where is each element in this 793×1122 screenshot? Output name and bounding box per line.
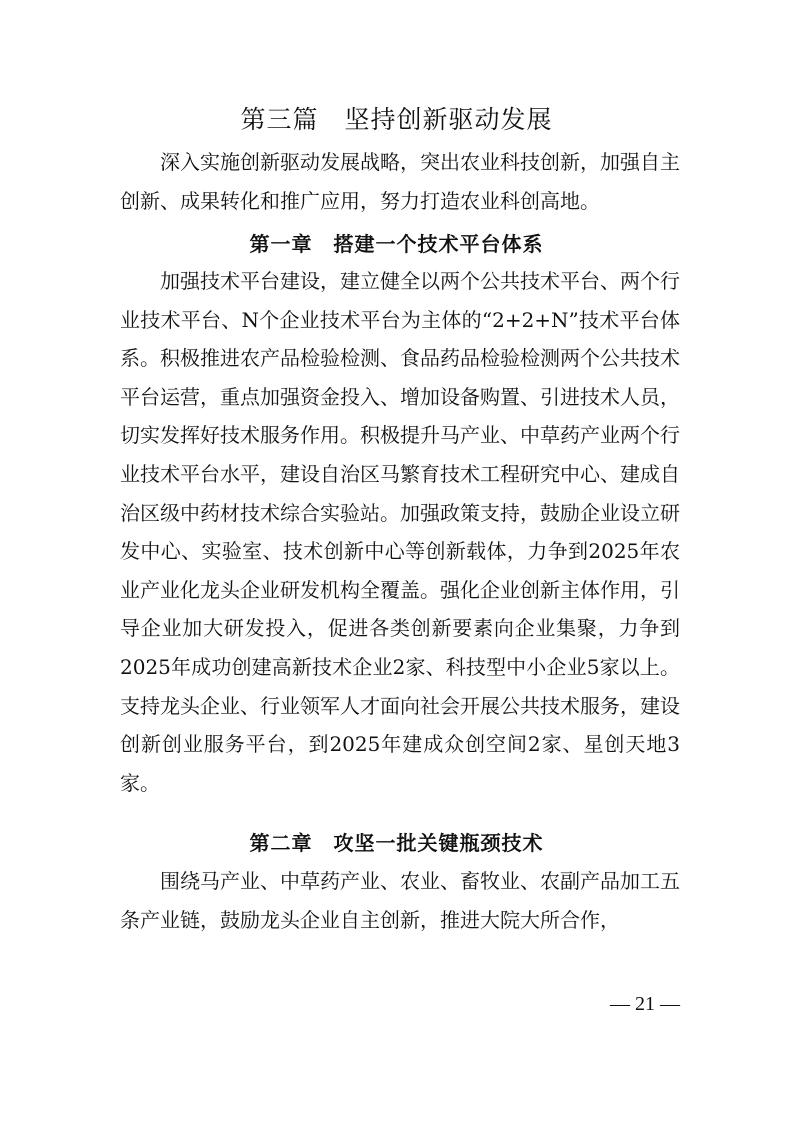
chapter-1-title: 第一章 搭建一个技术平台体系 <box>249 232 544 256</box>
part-title: 第三篇 坚持创新驱动发展 <box>240 105 553 134</box>
page-number: — 21 — <box>610 993 680 1015</box>
chapter-2-title: 第二章 攻坚一批关键瓶颈技术 <box>249 831 544 855</box>
chapter-2-paragraph: 围绕马产业、中草药产业、农业、畜牧业、农副产品加工五条产业链，鼓励龙头企业自主创新，推进大院大所合作， <box>120 869 680 932</box>
chapter-1-paragraph: 加强技术平台建设，建立健全以两个公共技术平台、两个行业技术平台、N个企业技术平台为主体的“2+2+N”技术平台体系。积极推进农产品检验检测、食品药品检验检测两个公共技术平台运营，重点加强资金投入、增加设备购置、引进技术人员，切实发挥好技术服务作用。积极提升马产业、中草药产业两个行业技术平台水平，建设自治区马繁育技术工程研究中心、建成自治区级中药材技术综合实验站。加强政策支持，鼓励企业设立研发中心、实验室、技术创新中心等创新载体，力争到2025年农业产业化龙头企业研发机构全覆盖。强化企业创新主体作用，引导企业加大研发投入，促进各类创新要素向企业集聚，力争到2025年成功创建高新技术企业2家、科技型中小企业5家以上。支持龙头企业、行业领军人才面向社会开展公共技术服务，建设创新创业服务平台，到2025年建成众创空间2家、星创天地3家。 <box>120 269 680 795</box>
intro-paragraph: 深入实施创新驱动发展战略，突出农业科技创新，加强自主创新、成果转化和推广应用，努力打造农业科创高地。 <box>120 150 680 213</box>
